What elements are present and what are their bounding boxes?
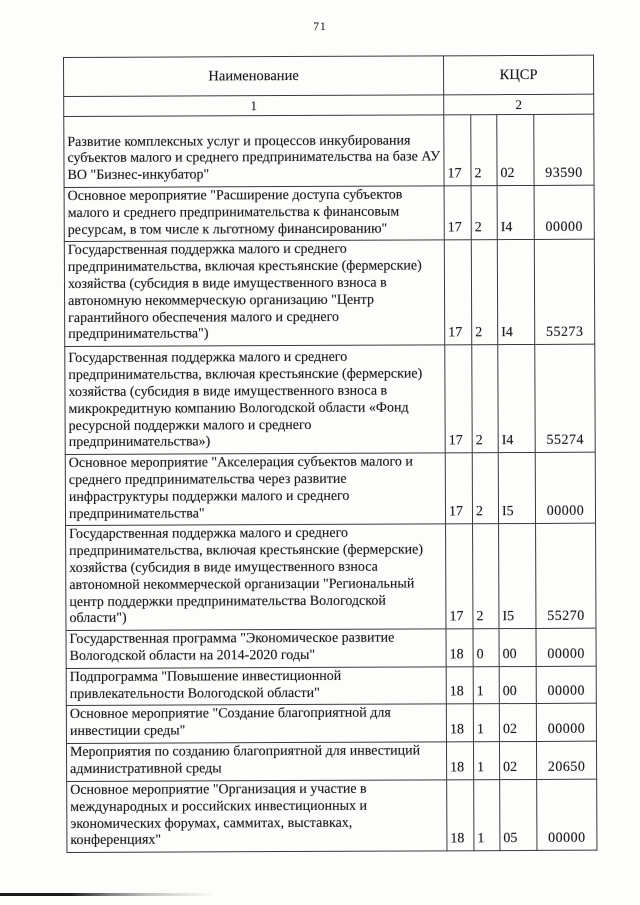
kcsr-part2: 1 xyxy=(473,742,499,780)
row-name: Государственная поддержка малого и среднего предпринимательства, включая крестьянские (фермерские) хозяйства (субсидия в виде имущественного взноса в автономную некоммерческую организацию "Центр гарантийного обеспечения малого и среднего предпринимательства") xyxy=(64,240,444,346)
kcsr-part3: 00 xyxy=(499,629,536,667)
kcsr-code: 00000 xyxy=(537,779,597,850)
table-row xyxy=(65,452,595,525)
table-row xyxy=(65,344,595,454)
column-number-row xyxy=(64,94,594,116)
row-name: Подпрограмма "Повышение инвестиционной привлекательности Вологодской области" xyxy=(66,667,446,706)
kcsr-part1: 17 xyxy=(446,524,473,629)
row-name: Мероприятия по созданию благоприятной для инвестиций административной среды xyxy=(66,742,446,782)
kcsr-part2: 2 xyxy=(471,240,497,345)
kcsr-part2: 2 xyxy=(473,524,499,629)
table-row xyxy=(64,114,594,187)
table-row xyxy=(66,524,596,631)
kcsr-code: 00000 xyxy=(535,452,595,523)
kcsr-part2: 0 xyxy=(473,629,499,667)
kcsr-code: 55274 xyxy=(535,344,595,452)
kcsr-part1: 17 xyxy=(444,186,471,241)
kcsr-code: 00000 xyxy=(536,666,596,704)
kcsr-part2: 1 xyxy=(474,780,500,851)
kcsr-part2: 1 xyxy=(473,666,499,704)
kcsr-part3: I5 xyxy=(499,524,536,629)
table-row xyxy=(64,185,594,242)
kcsr-part3: I4 xyxy=(497,185,534,240)
table-row xyxy=(66,628,596,668)
table-header-row xyxy=(64,55,594,96)
row-name: Развитие комплексных услуг и процессов инкубирования субъектов малого и среднего предпринимательства на базе АУ ВО "Бизнес-инкубатор" xyxy=(64,115,444,188)
kcsr-part3: 02 xyxy=(499,741,536,779)
kcsr-part1: 17 xyxy=(444,115,471,186)
kcsr-part3: 02 xyxy=(499,704,536,742)
scan-artifact-line xyxy=(0,893,215,896)
kcsr-table xyxy=(63,55,597,853)
kcsr-code: 20650 xyxy=(536,741,596,779)
row-name: Государственная поддержка малого и среднего предпринимательства, включая крестьянские (фермерские) хозяйства (субсидия в виде имущественного взноса в микрокредитную компанию Вологодской области «Фонд ресурсной поддержки малого и среднего предпринимательства») xyxy=(65,345,445,455)
kcsr-part2: 1 xyxy=(473,704,499,742)
kcsr-part2: 2 xyxy=(471,186,497,241)
kcsr-code: 55270 xyxy=(536,524,596,629)
row-name: Основное мероприятие "Организация и участие в международных и российских инвестиционных и экономических форумах, саммитах, выставках, конференциях" xyxy=(67,780,447,853)
kcsr-part1: 18 xyxy=(446,704,473,742)
kcsr-code: 00000 xyxy=(534,185,594,240)
kcsr-part1: 17 xyxy=(444,240,471,345)
kcsr-part3: 00 xyxy=(499,666,536,704)
row-name: Основное мероприятие "Создание благоприятной для инвестиции среды" xyxy=(66,704,446,743)
kcsr-code: 00000 xyxy=(536,628,596,666)
row-name: Государственная поддержка малого и среднего предпринимательства, включая крестьянские (фермерские) хозяйства (субсидия в виде имущественного взноса автономной некоммерческой организации "Региональный центр поддержки предпринимательства Вологодской области") xyxy=(66,524,446,630)
kcsr-part1: 17 xyxy=(445,453,472,524)
column-number-1: 1 xyxy=(64,95,444,117)
row-name: Государственная программа "Экономическое развитие Вологодской области на 2014-2020 годы" xyxy=(66,629,446,668)
header-name: Наименование xyxy=(64,56,444,97)
row-name: Основное мероприятие "Расширение доступа субъектов малого и среднего предпринимательства к финансовым ресурсам, в том числе к льготному финансированию" xyxy=(64,186,444,242)
kcsr-part3: 02 xyxy=(497,114,534,185)
kcsr-part2: 2 xyxy=(472,453,498,524)
column-number-2: 2 xyxy=(444,94,594,115)
kcsr-part1: 18 xyxy=(446,629,473,667)
table-row xyxy=(66,704,596,744)
table-row xyxy=(66,666,596,706)
kcsr-code: 55273 xyxy=(534,240,594,345)
kcsr-part3: I4 xyxy=(498,345,535,453)
kcsr-part1: 18 xyxy=(447,780,474,851)
table-row xyxy=(67,779,597,852)
table-row xyxy=(64,240,594,347)
header-kcsr: КЦСР xyxy=(443,55,593,95)
kcsr-part3: 05 xyxy=(500,779,537,850)
kcsr-part2: 2 xyxy=(471,115,497,186)
page-number: 71 xyxy=(313,21,327,33)
kcsr-part3: I4 xyxy=(497,240,534,345)
kcsr-part3: I5 xyxy=(498,453,535,524)
row-name: Основное мероприятие "Акселерация субъектов малого и среднего предпринимательства через развитие инфраструктуры поддержки малого и среднего предпринимательства" xyxy=(65,453,445,526)
kcsr-part2: 2 xyxy=(472,345,498,453)
kcsr-part1: 17 xyxy=(445,345,472,453)
kcsr-code: 93590 xyxy=(534,114,594,185)
kcsr-part1: 18 xyxy=(446,666,473,704)
kcsr-part1: 18 xyxy=(446,742,473,780)
table-row xyxy=(66,741,596,781)
kcsr-code: 00000 xyxy=(536,704,596,742)
